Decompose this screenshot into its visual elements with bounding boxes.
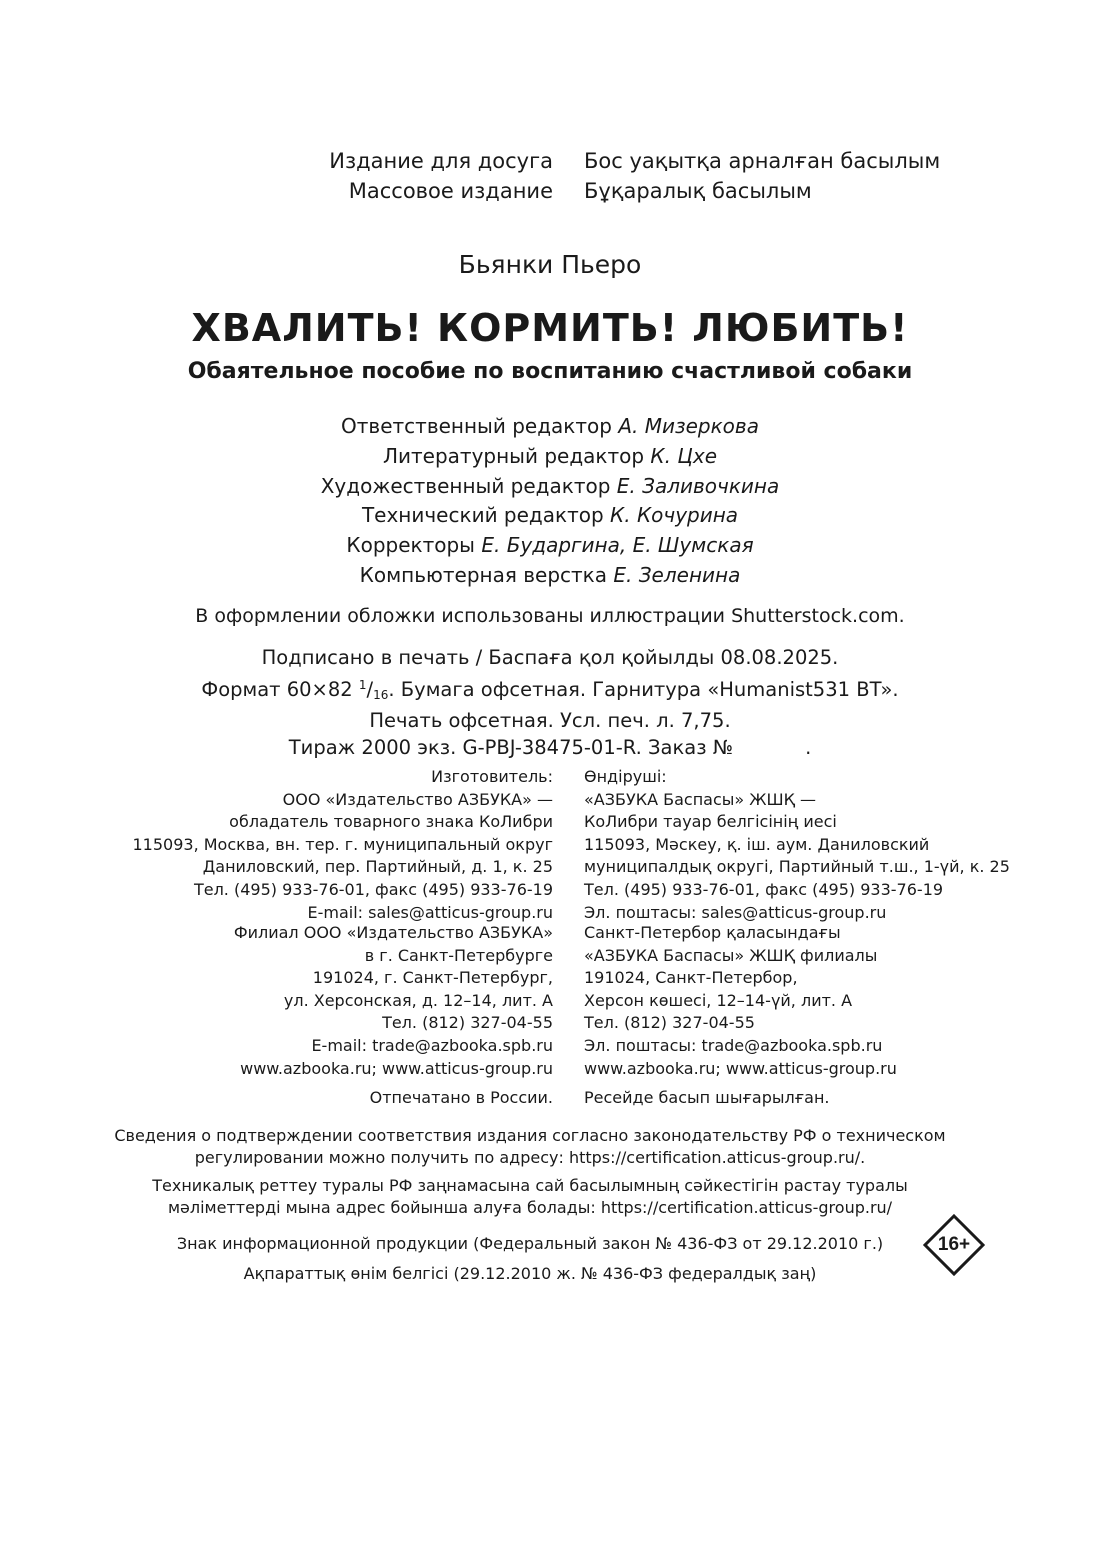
manufacturer-row (0, 789, 1100, 812)
publication-type-kz: Бұқаралық басылым (584, 179, 812, 203)
staff-name: Е. Заливочкина (616, 473, 780, 498)
certification-line: Сведения о подтверждении соответствия издания согласно законодательству РФ о техническом (114, 1126, 946, 1145)
staff-role: Художественный редактор (320, 473, 611, 498)
staff-name: К. Кочурина (610, 503, 739, 528)
printed-in (0, 1087, 1100, 1110)
info-sign-kz: Ақпараттық өнім белгісі (29.12.2010 ж. № 436-ФЗ федералдық заң) (243, 1264, 817, 1283)
staff-line (0, 531, 1100, 561)
staff-role: Корректоры (346, 533, 475, 558)
staff-role: Технический редактор (361, 503, 604, 528)
manufacturer-kz: КоЛибри тауар белгісінің иесі (584, 812, 837, 832)
branch-row (0, 1012, 1100, 1035)
certification-ru (0, 1125, 1080, 1169)
manufacturer-kz: 115093, Мәскеу, қ. іш. аум. Даниловский (584, 834, 930, 854)
certification-line: мәліметтерді мына адрес бойынша алуға болады: https://certification.atticus-group.ru/ (167, 1198, 893, 1217)
manufacturer-kz: Тел. (495) 933-76-01, факс (495) 933-76-19 (584, 879, 944, 899)
branch-row (0, 990, 1100, 1013)
manufacturer-row (0, 834, 1100, 857)
publication-type-kz: Бос уақытқа арналған басылым (584, 149, 941, 173)
circulation-end: . (805, 735, 812, 759)
printed-in-row (0, 1087, 1100, 1110)
manufacturer-ru: Изготовитель: (431, 767, 553, 786)
manufacturer-row (0, 766, 1100, 789)
manufacturer-block (0, 766, 1100, 924)
manufacturer-kz: «АЗБУКА Баспасы» ЖШҚ — (584, 789, 817, 809)
branch-row (0, 922, 1100, 945)
staff-name: Е. Бударгина, Е. Шумская (481, 533, 754, 558)
publication-type-ru: Издание для досуга (329, 149, 553, 173)
certification-line: Техникалық реттеу туралы РФ заңнамасына сай басылымның сәйкестігін растау туралы (152, 1176, 908, 1195)
branch-kz: Тел. (812) 327-04-55 (584, 1013, 755, 1033)
manufacturer-kz: Өндіруші: (584, 767, 667, 786)
format-prefix: Формат 60×82 (201, 677, 353, 701)
websites-row (0, 1058, 1100, 1081)
manufacturer-ru: 115093, Москва, вн. тер. г. муниципальный округ (132, 834, 553, 854)
staff-line (0, 442, 1100, 472)
format-suffix: . Бумага офсетная. Гарнитура «Humanist531 BT». (388, 677, 899, 701)
manufacturer-ru: обладатель товарного знака КоЛибри (229, 812, 553, 832)
websites-kz: www.azbooka.ru; www.atticus-group.ru (584, 1059, 897, 1078)
manufacturer-row (0, 879, 1100, 902)
branch-ru: ул. Херсонская, д. 12–14, лит. А (283, 990, 553, 1010)
author-name: Бьянки Пьеро (458, 250, 642, 279)
staff-line (0, 472, 1100, 502)
certification-line: регулировании можно получить по адресу: https://certification.atticus-group.ru/. (194, 1148, 866, 1167)
printed-in-ru: Отпечатано в России. (369, 1088, 553, 1107)
manufacturer-kz: Эл. поштасы: sales@atticus-group.ru (584, 902, 887, 922)
branch-kz: Херсон көшесі, 12–14-үй, лит. А (584, 990, 853, 1010)
manufacturer-ru: Даниловский, пер. Партийный, д. 1, к. 25 (202, 857, 553, 877)
branch-row (0, 1035, 1100, 1058)
manufacturer-kz: муниципалдық округі, Партийный т.ш., 1-үй, к. 25 (584, 857, 1010, 877)
staff-name: К. Цхе (650, 443, 718, 468)
staff-line (0, 561, 1100, 591)
staff-role: Ответственный редактор (341, 414, 612, 438)
staff-name: Е. Зеленина (613, 562, 741, 587)
branch-kz: 191024, Санкт-Петербор, (584, 968, 798, 988)
branch-ru: Филиал ООО «Издательство АЗБУКА» (233, 923, 553, 942)
age-rating-text: 16+ (937, 1234, 971, 1255)
format-numerator: 1 (358, 677, 367, 692)
circulation-line (0, 735, 1100, 762)
publication-type-row (0, 146, 1100, 176)
cover-credit: В оформлении обложки использованы иллюстрации Shutterstock.com. (195, 605, 905, 627)
book-title: ХВАЛИТЬ! КОРМИТЬ! ЛЮБИТЬ! (191, 306, 909, 350)
branch-kz: Эл. поштасы: trade@azbooka.spb.ru (584, 1035, 883, 1055)
age-rating-badge (923, 1214, 985, 1276)
staff-line (0, 412, 1100, 442)
staff-name: А. Мизеркова (618, 414, 759, 438)
manufacturer-row (0, 856, 1100, 879)
book-subtitle: Обаятельное пособие по воспитанию счастливой собаки (187, 359, 913, 384)
branch-ru: Тел. (812) 327-04-55 (382, 1013, 553, 1033)
branch-row (0, 967, 1100, 990)
certification-kz (0, 1175, 1080, 1219)
printed-in-kz: Ресейде басып шығарылған. (584, 1088, 830, 1107)
format-line: Формат 60×82 $^1/_{16}$. Бумага офсетная. Гарнитура «Humanist531 BT». (201, 677, 899, 702)
publication-type-ru: Массовое издание (348, 179, 553, 203)
branch-kz: «АЗБУКА Баспасы» ЖШҚ филиалы (584, 945, 878, 965)
circulation-text: Тираж 2000 экз. G-PBJ-38475-01-R. Заказ № (288, 735, 734, 759)
staff-role: Компьютерная верстка (359, 562, 608, 587)
signed-date: Подписано в печать / Баспаға қол қойылды 08.08.2025. (261, 646, 839, 669)
editorial-staff (0, 412, 1100, 591)
print-details (0, 645, 1100, 761)
manufacturer-row (0, 811, 1100, 834)
manufacturer-row (0, 902, 1100, 925)
branch-row (0, 945, 1100, 968)
websites-ru: www.azbooka.ru; www.atticus-group.ru (240, 1059, 553, 1078)
staff-line (0, 501, 1100, 531)
branch-ru: E-mail: trade@azbooka.spb.ru (311, 1035, 553, 1055)
info-sign-ru: Знак информационной продукции (Федеральный закон № 436-ФЗ от 29.12.2010 г.) (176, 1234, 884, 1253)
branch-kz: Санкт-Петербор қаласындағы (584, 923, 841, 942)
manufacturer-ru: ООО «Издательство АЗБУКА» — (282, 789, 553, 809)
websites (0, 1058, 1100, 1081)
branch-ru: в г. Санкт-Петербурге (364, 945, 553, 965)
format-denominator: 16 (373, 687, 389, 702)
publication-type (0, 146, 1100, 206)
manufacturer-ru: E-mail: sales@atticus-group.ru (307, 902, 553, 922)
publication-type-row (0, 176, 1100, 206)
manufacturer-ru: Тел. (495) 933-76-01, факс (495) 933-76-19 (193, 879, 553, 899)
staff-role: Литературный редактор (382, 443, 645, 468)
branch-ru: 191024, г. Санкт-Петербург, (312, 968, 553, 988)
print-method: Печать офсетная. Усл. печ. л. 7,75. (369, 709, 731, 732)
branch-block (0, 922, 1100, 1058)
